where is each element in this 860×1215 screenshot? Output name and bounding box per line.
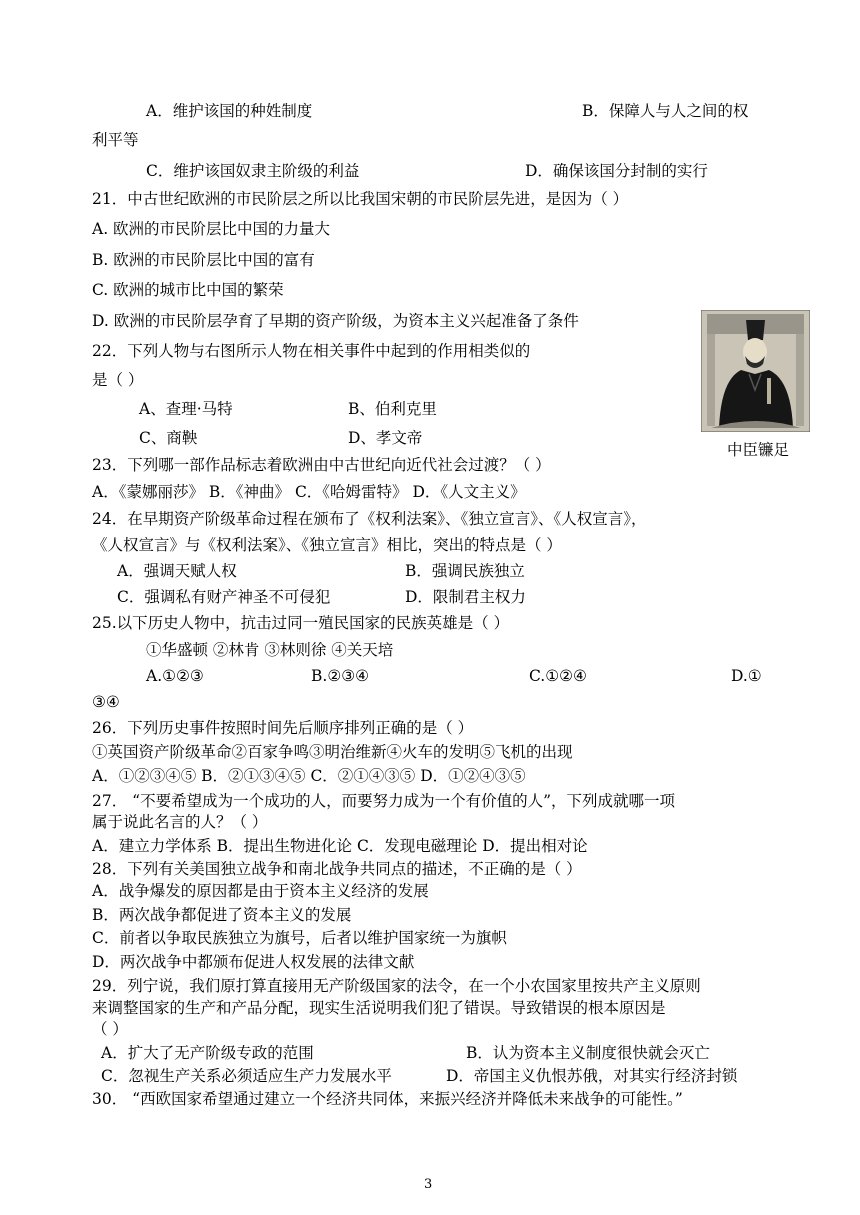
q21-option-c: C. 欧洲的城市比中国的繁荣 bbox=[92, 281, 284, 299]
q26-stem: 26．下列历史事件按照时间先后顺序排列正确的是（ ） bbox=[92, 719, 474, 737]
q27-stem-cont: 属于说此名言的人？（ ） bbox=[92, 813, 268, 831]
q24-option-b: B．强调民族独立 bbox=[405, 562, 525, 580]
q28-stem: 28．下列有关美国独立战争和南北战争共同点的描述，不正确的是（ ） bbox=[92, 860, 582, 878]
q20-option-c: C．维护该国奴隶主阶级的利益 bbox=[146, 162, 360, 180]
q22-option-a: A、查理·马特 bbox=[139, 400, 233, 418]
q26-items: ①英国资产阶级革命②百家争鸣③明治维新④火车的发明⑤飞机的出现 bbox=[92, 743, 573, 761]
q23-stem: 23．下列哪一部作品标志着欧洲由中古世纪向近代社会过渡？（ ） bbox=[92, 456, 551, 474]
q24-stem: 24．在早期资产阶级革命过程在颁布了《权利法案》、《独立宣言》、《人权宣言》， bbox=[92, 510, 647, 528]
q28-option-b: B．两次战争都促进了资本主义的发展 bbox=[92, 906, 352, 924]
q22-option-c: C、商鞅 bbox=[139, 429, 198, 447]
q21-option-a: A. 欧洲的市民阶层比中国的力量大 bbox=[92, 220, 331, 238]
q25-option-b: B.②③④ bbox=[311, 667, 370, 685]
q30-stem: 30． “西欧国家希望通过建立一个经济共同体，来振兴经济并降低未来战争的可能性。” bbox=[92, 1090, 683, 1108]
q22-stem-cont: 是（ ） bbox=[92, 371, 144, 389]
q29-stem-paren: （ ） bbox=[92, 1020, 128, 1038]
q24-stem-cont: 《人权宣言》与《权利法案》、《独立宣言》相比，突出的特点是（ ） bbox=[92, 536, 562, 554]
q23-options: A．《蒙娜丽莎》 B．《神曲》 C．《哈姆雷特》 D．《人文主义》 bbox=[92, 483, 526, 501]
figure-caption: 中臣镰足 bbox=[727, 441, 790, 459]
q22-option-b: B、伯利克里 bbox=[348, 400, 437, 418]
q29-option-a: A．扩大了无产阶级专政的范围 bbox=[101, 1044, 314, 1062]
q22-option-d: D、孝文帝 bbox=[348, 429, 423, 447]
q21-stem: 21．中古世纪欧洲的市民阶层之所以比我国宋朝的市民阶层先进，是因为（ ） bbox=[92, 190, 629, 208]
q21-option-b: B. 欧洲的市民阶层比中国的富有 bbox=[92, 251, 315, 269]
q25-option-c: C.①②④ bbox=[529, 667, 587, 685]
q24-option-c: C．强调私有财产神圣不可侵犯 bbox=[117, 588, 331, 606]
q29-stem-cont: 来调整国家的生产和产品分配，现实生活说明我们犯了错误。导致错误的根本原因是 bbox=[92, 999, 666, 1017]
q22-stem: 22．下列人物与右图所示人物在相关事件中起到的作用相类似的 bbox=[92, 342, 531, 360]
q25-items: ①华盛顿 ②林肯 ③林则徐 ④关天培 bbox=[146, 641, 394, 659]
q25-option-d-cont: ③④ bbox=[92, 693, 120, 711]
q21-option-d: D. 欧洲的市民阶层孕育了早期的资产阶级，为资本主义兴起准备了条件 bbox=[92, 312, 579, 330]
q20-option-b: B．保障人与人之间的权 bbox=[582, 102, 749, 120]
q26-options: A．①②③④⑤ B．②①③④⑤ C．②①④③⑤ D．①②④③⑤ bbox=[92, 767, 526, 785]
q25-option-a: A.①②③ bbox=[146, 667, 204, 685]
q29-option-d: D．帝国主义仇恨苏俄，对其实行经济封锁 bbox=[446, 1067, 738, 1085]
q28-option-c: C．前者以争取民族独立为旗号，后者以维护国家统一为旗帜 bbox=[92, 929, 507, 947]
portrait-image bbox=[701, 310, 810, 432]
q29-option-c: C．忽视生产关系必须适应生产力发展水平 bbox=[101, 1067, 392, 1085]
q20-option-a: A．维护该国的种姓制度 bbox=[146, 102, 313, 120]
q28-option-a: A．战争爆发的原因都是由于资本主义经济的发展 bbox=[92, 882, 429, 900]
q27-options: A．建立力学体系 B．提出生物进化论 C．发现电磁理论 D．提出相对论 bbox=[92, 837, 588, 855]
q29-option-b: B．认为资本主义制度很快就会灭亡 bbox=[466, 1044, 710, 1062]
q27-stem: 27． “不要希望成为一个成功的人，而要努力成为一个有价值的人”，下列成就哪一项 bbox=[92, 792, 676, 810]
q25-stem: 25.以下历史人物中，抗击过同一殖民国家的民族英雄是（ ） bbox=[92, 614, 510, 632]
q28-option-d: D．两次战争中都颁布促进人权发展的法律文献 bbox=[92, 953, 415, 971]
q29-stem: 29．列宁说，我们原打算直接用无产阶级国家的法令，在一个小农国家里按共产主义原则 bbox=[92, 977, 701, 995]
q24-option-d: D．限制君主权力 bbox=[405, 588, 526, 606]
q25-option-d: D.① bbox=[731, 667, 762, 685]
q20-option-b-cont: 利平等 bbox=[92, 131, 139, 149]
page-number: 3 bbox=[424, 1177, 433, 1192]
q24-option-a: A．强调天赋人权 bbox=[117, 562, 237, 580]
q20-option-d: D．确保该国分封制的实行 bbox=[525, 162, 708, 180]
